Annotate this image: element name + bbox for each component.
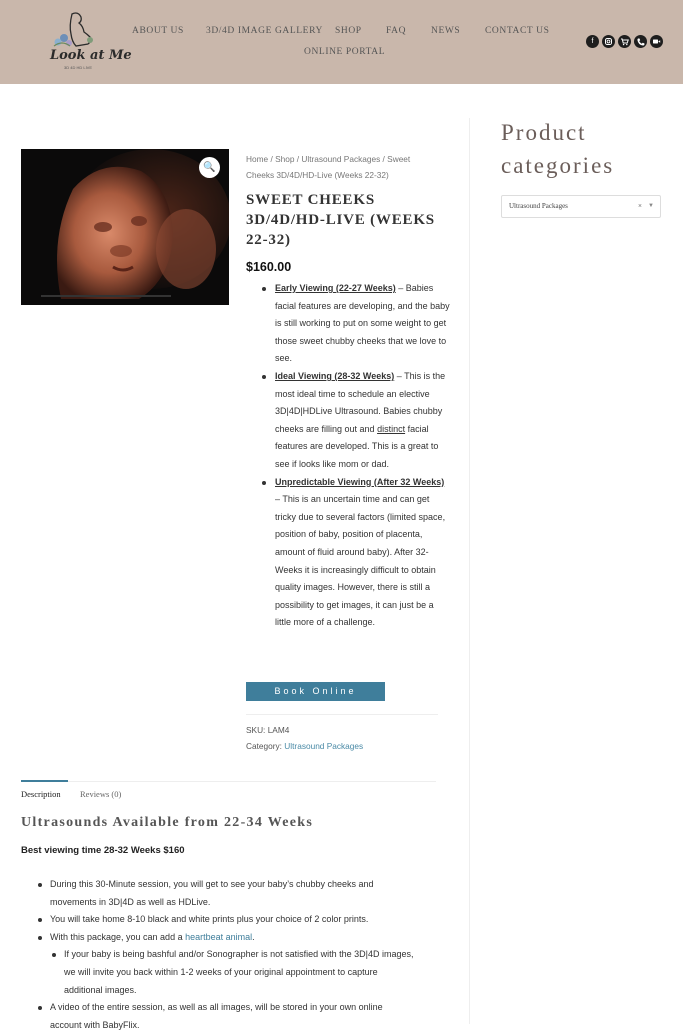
chevron-down-icon: ▼ [648,203,654,209]
breadcrumb-current: Sweet Cheeks 3D/4D/HD-Live (Weeks 22-32) [246,154,411,180]
product-sku: SKU: LAM4 [246,725,290,735]
list-item: You will take home 8-10 black and white prints plus your choice of 2 color prints. [36,911,416,929]
cart-icon[interactable] [618,35,631,48]
product-category: Category: Ultrasound Packages [246,741,364,751]
list-item: Unpredictable Viewing (After 32 Weeks) – This is an uncertain time and can get tricky due to several factors (limited space, position of baby, position of placenta, amount of fluid around baby). After 32-Weeks it is increasingly difficult to obtain quality images. However, there is still a possibility to get images, it can just be a little more of a challenge. [260,474,450,632]
product-title: SWEET CHEEKS 3D/4D/HD-LIVE (WEEKS 22-32) [246,192,435,248]
video-icon[interactable] [650,35,663,48]
instagram-icon[interactable] [602,35,615,48]
product-image[interactable] [21,149,229,305]
list-item: Ideal Viewing (28-32 Weeks) – This is the most ideal time to schedule an elective 3D|4D|HDLive Ultrasound. Babies chubby cheeks are filling out and distinct facial features are developed. This is a great to see if looks like mom or dad. [260,368,450,474]
breadcrumb: Home / Shop / Ultrasound Packages / Sweet Cheeks 3D/4D/HD-Live (Weeks 22-32) [246,154,411,180]
nav-image-gallery[interactable]: 3D/4D IMAGE GALLERY [206,26,323,36]
breadcrumb-home[interactable]: Home [246,154,269,164]
logo-text: Look at Me [50,48,132,63]
category-select[interactable]: Ultrasound Packages × ▼ [501,195,661,218]
description-list [36,876,416,1034]
site-logo[interactable] [44,10,132,72]
nav-news[interactable]: NEWS [431,26,461,36]
ultrasound-image [21,149,229,305]
book-online-button[interactable]: Book Online [246,682,385,701]
list-item: During this 30-Minute session, you will get to see your baby’s chubby cheeks and movements in 3D|4D as well as HDLive. [36,876,416,911]
product-price: $160.00 [246,260,292,274]
list-item: A video of the entire session, as well as all images, will be stored in your own online account with BabyFlix. [36,999,416,1034]
nav-about-us[interactable]: ABOUT US [132,26,184,36]
nav-contact-us[interactable]: CONTACT US [485,26,550,36]
facebook-icon[interactable]: f [586,35,599,48]
logo-subtext: 3D 4D HD LIVE [64,65,93,70]
divider [246,714,438,715]
nav-faq[interactable]: FAQ [386,26,407,36]
nav-shop[interactable]: SHOP [335,26,362,36]
feature-list [260,280,450,632]
breadcrumb-category[interactable]: Ultrasound Packages [301,154,381,164]
active-tab-indicator [21,780,68,782]
list-item: If your baby is being bashful and/or Sonographer is not satisfied with the 3D|4D images, we will invite you back within 1-2 weeks of your original appointment to capture additional images. [50,946,416,999]
heartbeat-animal-link[interactable]: heartbeat animal [185,931,253,942]
description-heading: Ultrasounds Available from 22-34 Weeks [21,815,314,830]
list-item: With this package, you can add a heartbeat animal. [36,929,416,947]
category-link[interactable]: Ultrasound Packages [284,741,364,751]
tabs-divider [21,781,436,782]
tab-reviews[interactable]: Reviews (0) [80,789,122,799]
best-viewing-time: Best viewing time 28-32 Weeks $160 [21,845,185,856]
nav-online-portal[interactable]: ONLINE PORTAL [304,47,386,57]
clear-icon[interactable]: × [638,202,642,210]
zoom-icon[interactable]: 🔍 [199,157,220,178]
sidebar-title: Product categories [501,120,615,178]
pregnant-silhouette-icon [44,10,112,50]
sidebar-divider [469,118,470,1024]
phone-icon[interactable] [634,35,647,48]
site-header [0,0,683,84]
tab-description[interactable]: Description [21,789,61,799]
list-item: Early Viewing (22-27 Weeks) – Babies facial features are developing, and the baby is still working to put on some weight to get those sweet chubby cheeks that we love to see. [260,280,450,368]
breadcrumb-shop[interactable]: Shop [275,154,295,164]
